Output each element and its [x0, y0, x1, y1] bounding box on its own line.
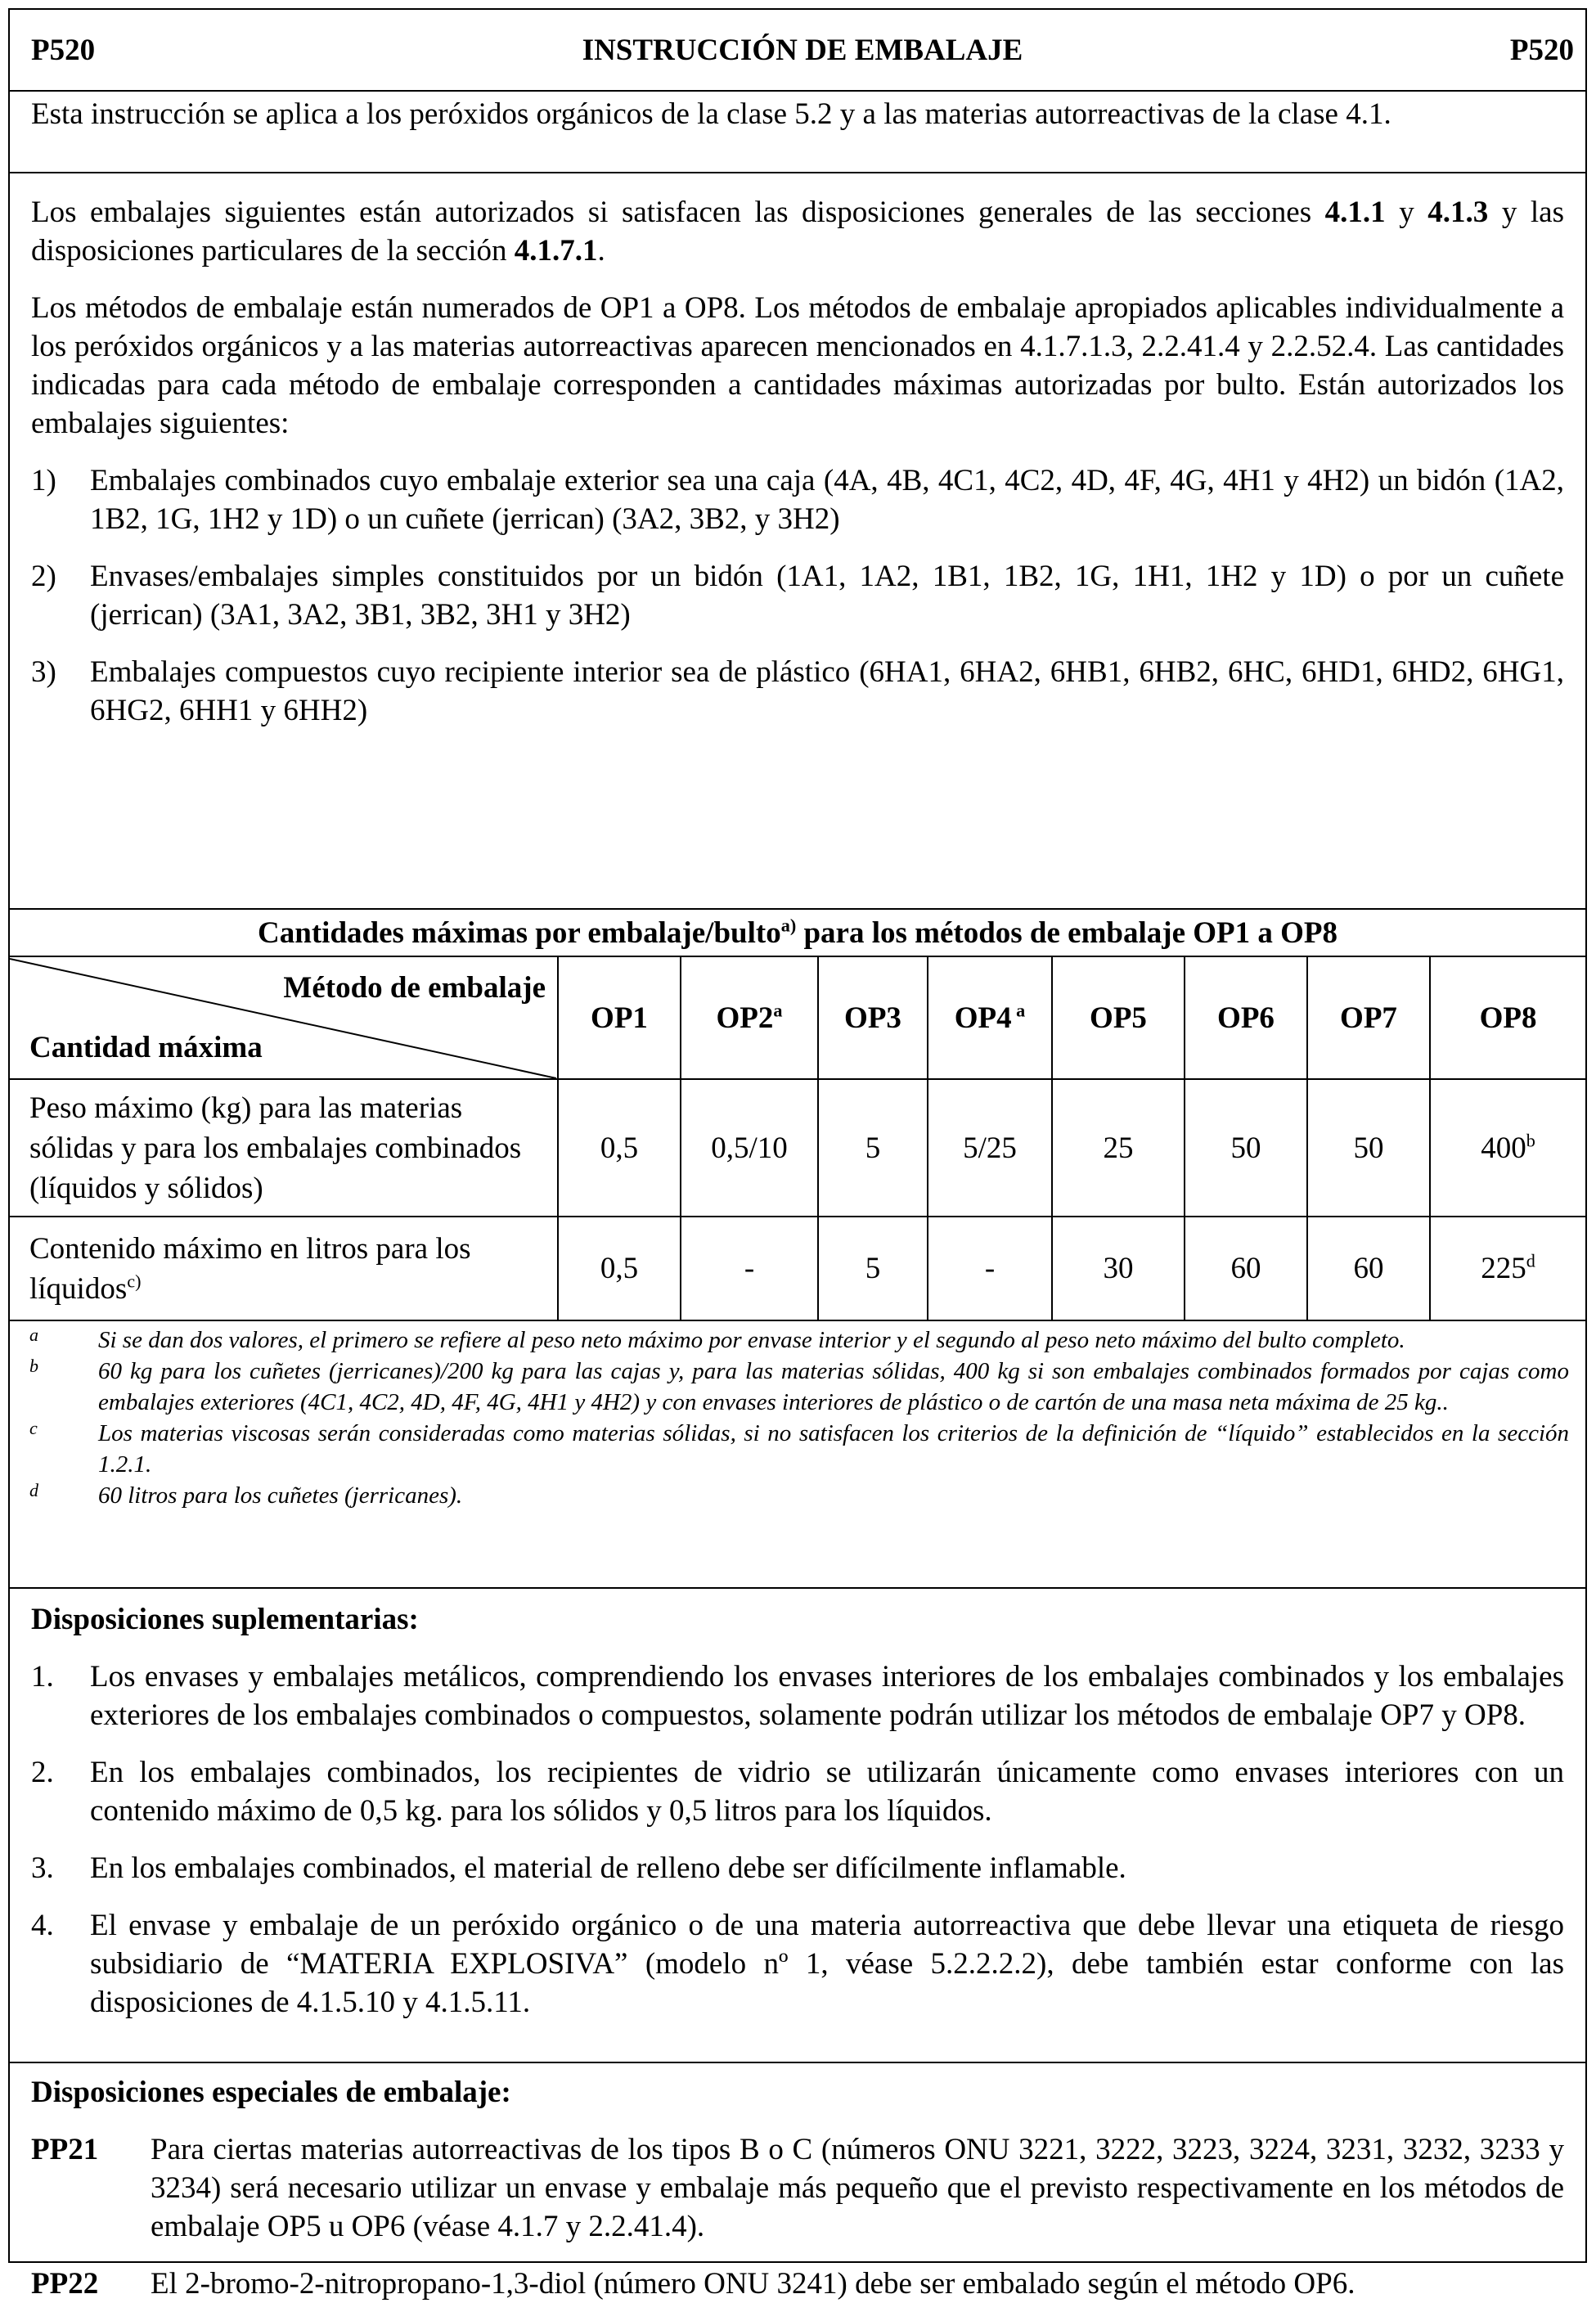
supplementary-section: [10, 1589, 1585, 2063]
footnote-mark: c: [29, 1418, 38, 1438]
method-label: OP3: [844, 1001, 901, 1035]
method-label: OP4: [954, 1001, 1012, 1035]
value: 50: [1230, 1131, 1261, 1165]
value-cell: [558, 1217, 681, 1320]
footnote: [10, 1480, 1585, 1511]
footnote: [10, 1325, 1585, 1356]
footnote-text: Si se dan dos valores, el primero se refiere al peso neto máximo por envase interior y el segundo al peso neto máximo del bulto completo.: [98, 1327, 1405, 1353]
method-header: [928, 956, 1052, 1079]
supplementary-item: [31, 1753, 1564, 1830]
method-label: OP1: [591, 1001, 648, 1035]
method-header: [1430, 956, 1585, 1079]
supplementary-title: Disposiciones suplementarias:: [31, 1603, 419, 1636]
footnote: [10, 1418, 1585, 1480]
value: 400: [1481, 1131, 1526, 1165]
item-text: Embalajes compuestos cuyo recipiente interior sea de plástico (6HA1, 6HA2, 6HB1, 6HB2, 6HC, 6HD1, 6HD2, 6HG1, 6HG2, 6HH1 y 6HH2): [90, 655, 1564, 727]
provision-text: Para ciertas materias autorreactivas de los tipos B o C (números ONU 3221, 3222, 3223, 3224, 3231, 3232, 3233 y 3234) será necesario utilizar un envase y embalaje más pequeño que el previsto respectivamente en los métodos de embalaje OP5 u OP6 (véase 4.1.7 y 2.2.41.4).: [151, 2133, 1564, 2243]
value-sup: b: [1526, 1130, 1535, 1151]
item-text: El envase y embalaje de un peróxido orgánico o de una materia autorreactiva que debe llevar una etiqueta de riesgo subsidiario de “MATERIA EXPLOSIVA” (modelo nº 1, véase 5.2.2.2.2), debe también estar conforme con las disposiciones de 4.1.5.10 y 4.1.5.11.: [90, 1909, 1564, 2019]
item-text: Los envases y embalajes metálicos, comprendiendo los envases interiores de los embalajes combinados y los embalajes exteriores de los embalajes combinados o compuestos, solamente podrán utilizar los métodos de embalaje OP7 y OP8.: [90, 1660, 1564, 1732]
value: 30: [1103, 1252, 1134, 1285]
methods-text: Los métodos de embalaje están numerados de OP1 a OP8. Los métodos de embalaje apropiados aplicables individualmente a los peróxidos orgánicos y a las materias autorreactivas aparecen mencionados en 4.1.7.1.3, 2.2.41.4 y 2.2.52.4. Las cantidades indicadas para cada método de embalaje corresponden a cantidades máximas autorizadas por bulto. Están autorizados los embalajes siguientes:: [31, 291, 1564, 440]
method-header: [818, 956, 928, 1079]
value-cell: [928, 1217, 1052, 1320]
supplementary-item: [31, 1849, 1564, 1887]
value: -: [984, 1252, 996, 1285]
quantities-section: [10, 910, 1585, 1589]
provision-code: PP22: [31, 2267, 99, 2301]
method-header-row: [10, 956, 1585, 1079]
value-sup: d: [1526, 1250, 1535, 1271]
packaging-item: [31, 461, 1564, 538]
footnote-text: 60 kg para los cuñetes (jerricanes)/200 kg para las cajas y, para las materias sólidas, 400 kg si son embalajes combinados formados por cajas como embalajes exteriores (4C1, 4C2, 4D, 4F, 4G, 4H1 y 4H2) y con envases interiores de plástico o de cartón de una masa neta máxima de 25 kg..: [98, 1358, 1569, 1415]
corner-top-label: Método de embalaje: [283, 971, 546, 1005]
method-header: [1052, 956, 1185, 1079]
value: 225: [1481, 1252, 1526, 1285]
item-text: En los embalajes combinados, el material de relleno debe ser difícilmente inflamable.: [90, 1851, 1126, 1885]
value-cell: [1185, 1217, 1307, 1320]
value-cell: [1430, 1217, 1585, 1320]
value-cell: [558, 1079, 681, 1217]
method-sup: a: [773, 1000, 783, 1021]
value: 0,5: [600, 1131, 639, 1165]
special-section: [10, 2063, 1585, 2303]
value: 5: [865, 1252, 881, 1285]
header-code-left: P520: [31, 33, 96, 67]
method-header: [1185, 956, 1307, 1079]
item-number: 2.: [31, 1756, 54, 1789]
intro-section: [10, 173, 1585, 910]
special-item: [31, 2265, 1564, 2303]
method-header: [681, 956, 818, 1079]
volume-row: [10, 1217, 1585, 1320]
provision-code: PP21: [31, 2133, 99, 2166]
scope-section: [10, 92, 1585, 173]
packaging-list: [31, 461, 1564, 730]
scope-text: Esta instrucción se aplica a los peróxidos orgánicos de la clase 5.2 y a las materias autorreactivas de la clase 4.1.: [31, 97, 1391, 131]
footnote-text: 60 litros para los cuñetes (jerricanes).: [98, 1482, 463, 1509]
item-number: 3): [31, 655, 56, 689]
value: 50: [1353, 1131, 1384, 1165]
value-cell: [818, 1217, 928, 1320]
corner-cell: [10, 956, 558, 1079]
value-cell: [1430, 1079, 1585, 1217]
header-code-right: P520: [1509, 33, 1574, 67]
footnotes: [10, 1321, 1585, 1511]
header-row: [10, 10, 1585, 92]
packaging-item: [31, 653, 1564, 730]
value-cell: [1185, 1079, 1307, 1217]
packing-instruction-frame: [8, 8, 1587, 2301]
value-cell: [681, 1079, 818, 1217]
authorization-text: Los embalajes siguientes están autorizados si satisfacen las disposiciones generales de las secciones 4.1.1 y 4.1.3 y las disposiciones particulares de la sección 4.1.7.1.: [31, 196, 1564, 268]
value: 60: [1353, 1252, 1384, 1285]
value: 0,5/10: [711, 1131, 788, 1165]
method-label: OP7: [1340, 1001, 1397, 1035]
footnote-mark: d: [29, 1480, 38, 1500]
page-title: INSTRUCCIÓN DE EMBALAJE: [582, 33, 1023, 67]
supplementary-list: [31, 1658, 1564, 2022]
item-number: 2): [31, 560, 56, 593]
item-number: 1): [31, 464, 56, 497]
value-cell: [1052, 1217, 1185, 1320]
row-label: Contenido máximo en litros para los líquidos$^{c)}$: [10, 1217, 558, 1320]
method-label: OP6: [1217, 1001, 1275, 1035]
item-number: 1.: [31, 1660, 54, 1694]
value: 60: [1230, 1252, 1261, 1285]
method-label: OP8: [1479, 1001, 1537, 1035]
supplementary-item: [31, 1658, 1564, 1734]
value-cell: [1307, 1079, 1430, 1217]
method-sup: a: [1011, 1000, 1026, 1021]
footnote: [10, 1356, 1585, 1418]
footnote-mark: b: [29, 1356, 38, 1376]
value-cell: [1052, 1079, 1185, 1217]
item-text: En los embalajes combinados, los recipientes de vidrio se utilizarán únicamente como envases interiores con un contenido máximo de 0,5 kg. para los sólidos y 0,5 litros para los líquidos.: [90, 1756, 1564, 1828]
value: 5/25: [963, 1131, 1017, 1165]
method-label: OP5: [1090, 1001, 1147, 1035]
value-cell: [681, 1217, 818, 1320]
value: 25: [1103, 1131, 1134, 1165]
footnote-text: Los materias viscosas serán consideradas como materias sólidas, si no satisfacen los criterios de la definición de “líquido” establecidos en la sección 1.2.1.: [98, 1420, 1569, 1478]
footnote-mark: a: [29, 1325, 38, 1345]
value: -: [744, 1252, 755, 1285]
value-cell: [928, 1079, 1052, 1217]
row-label: Peso máximo (kg) para las materias sólidas y para los embalajes combinados (líquidos y sólidos): [10, 1079, 558, 1217]
item-text: Envases/embalajes simples constituidos por un bidón (1A1, 1A2, 1B1, 1B2, 1G, 1H1, 1H2 y 1D) o por un cuñete (jerrican) (3A1, 3A2, 3B1, 3B2, 3H1 y 3H2): [90, 560, 1564, 632]
item-text: Embalajes combinados cuyo embalaje exterior sea una caja (4A, 4B, 4C1, 4C2, 4D, 4F, 4G, 4H1 y 4H2) un bidón (1A2, 1B2, 1G, 1H2 y 1D) o un cuñete (jerrican) (3A2, 3B2, y 3H2): [90, 464, 1564, 536]
value-cell: [818, 1079, 928, 1217]
method-label: OP2: [716, 1001, 774, 1035]
corner-bottom-label: Cantidad máxima: [29, 1031, 263, 1064]
method-header: [558, 956, 681, 1079]
supplementary-item: [31, 1906, 1564, 2022]
provision-text: El 2-bromo-2-nitropropano-1,3-diol (número ONU 3241) debe ser embalado según el método OP6.: [151, 2267, 1355, 2301]
weight-row: [10, 1079, 1585, 1217]
item-number: 4.: [31, 1909, 54, 1942]
quantities-table: [10, 910, 1585, 1321]
value-cell: [1307, 1217, 1430, 1320]
item-number: 3.: [31, 1851, 54, 1885]
value: 0,5: [600, 1252, 639, 1285]
value: 5: [865, 1131, 881, 1165]
special-list: [31, 2130, 1564, 2303]
packaging-item: [31, 557, 1564, 634]
special-item: [31, 2130, 1564, 2246]
special-title: Disposiciones especiales de embalaje:: [31, 2076, 511, 2109]
method-header: [1307, 956, 1430, 1079]
table-caption: Cantidades máximas por embalaje/bulto$^{a)}$ para los métodos de embalaje OP1 a OP8: [10, 910, 1585, 956]
